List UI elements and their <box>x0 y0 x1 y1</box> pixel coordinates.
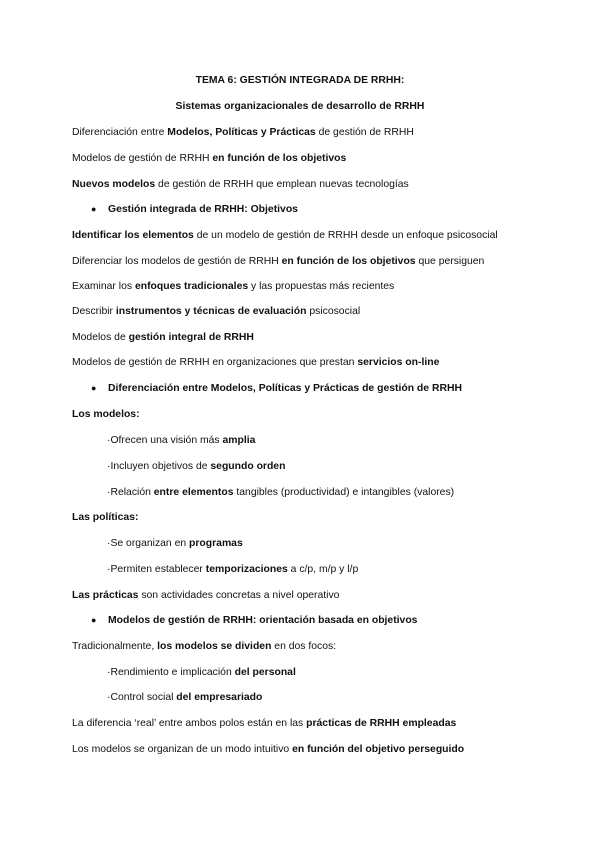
bold-text: en función de los objetivos <box>281 256 416 267</box>
bold-text: del personal <box>234 667 296 678</box>
indented-item <box>107 563 358 576</box>
document-subtitle: Sistemas organizacionales de desarrollo de RRHH <box>175 101 425 112</box>
text-segment: Examinar los <box>72 281 135 292</box>
bold-text: Nuevos modelos <box>72 179 156 190</box>
bold-text: Identificar los elementos <box>72 230 194 241</box>
text-segment: de gestión de RRHH que emplean nuevas tecnologías <box>155 179 409 190</box>
text-line <box>72 743 464 756</box>
section-heading <box>108 614 417 627</box>
bold-text: los modelos se dividen <box>157 641 272 652</box>
text-line <box>72 640 336 653</box>
bold-text: Diferenciación entre Modelos, Políticas y Prácticas de gestión de RRHH <box>108 383 462 394</box>
text-segment: Los modelos se organizan de un modo intuitivo <box>72 744 293 755</box>
bullet-icon: ● <box>91 204 97 214</box>
text-line <box>72 356 439 369</box>
indented-item <box>107 537 243 550</box>
text-segment: Modelos de gestión de RRHH en organizaciones que prestan <box>72 357 358 368</box>
bold-text: entre elementos <box>153 487 234 498</box>
bold-text: enfoques tradicionales <box>134 281 249 292</box>
text-segment: Modelos de gestión de RRHH <box>72 153 213 164</box>
text-segment: ·Relación <box>107 487 154 498</box>
text-segment: Tradicionalmente, <box>72 641 158 652</box>
bold-text: amplia <box>222 435 256 446</box>
bold-text: en función del objetivo perseguido <box>292 744 465 755</box>
bold-text: servicios on-line <box>357 357 440 368</box>
indented-item <box>107 666 296 679</box>
section-heading <box>108 203 298 216</box>
text-line <box>72 280 394 293</box>
document-title: TEMA 6: GESTIÓN INTEGRADA DE RRHH: <box>195 75 405 86</box>
text-line <box>72 152 346 165</box>
text-line <box>72 178 409 191</box>
bold-text: Las políticas: <box>72 512 139 523</box>
text-segment: ·Permiten establecer <box>107 564 206 575</box>
bold-text: programas <box>189 538 243 549</box>
text-segment: Diferenciar los modelos de gestión de RRHH <box>72 256 282 267</box>
indented-item <box>107 486 454 499</box>
text-segment: tangibles (productividad) e intangibles (valores) <box>233 487 455 498</box>
text-segment: psicosocial <box>306 306 361 317</box>
bold-text: en función de los objetivos <box>212 153 347 164</box>
bold-text: prácticas de RRHH empleadas <box>306 718 457 729</box>
bullet-icon: ● <box>91 615 97 625</box>
text-segment: de un modelo de gestión de RRHH desde un enfoque psicosocial <box>193 230 498 241</box>
text-segment: ·Incluyen objetivos de <box>107 461 211 472</box>
bold-text: segundo orden <box>210 461 286 472</box>
text-segment: son actividades concretas a nivel operativo <box>138 590 340 601</box>
indented-item <box>107 691 262 704</box>
text-segment: ·Se organizan en <box>107 538 190 549</box>
indented-item <box>107 460 285 473</box>
text-segment: ·Rendimiento e implicación <box>107 667 235 678</box>
bold-text: gestión integral de RRHH <box>128 332 254 343</box>
bold-text: temporizaciones <box>205 564 288 575</box>
bold-text: Gestión integrada de RRHH: Objetivos <box>108 204 298 215</box>
text-line <box>72 589 339 602</box>
text-segment: Diferenciación entre <box>72 127 168 138</box>
text-segment: en dos focos: <box>271 641 337 652</box>
text-segment: que persiguen <box>415 256 485 267</box>
text-segment: a c/p, m/p y l/p <box>287 564 359 575</box>
text-segment: ·Ofrecen una visión más <box>107 435 223 446</box>
bold-text: Modelos, Políticas y Prácticas <box>167 127 316 138</box>
text-segment: ·Control social <box>107 692 177 703</box>
text-line <box>72 717 456 730</box>
bold-text: Las prácticas <box>72 590 139 601</box>
text-line <box>72 229 498 242</box>
bold-text: Modelos de gestión de RRHH: orientación basada en objetivos <box>108 615 418 626</box>
text-line <box>72 511 138 524</box>
text-segment: y las propuestas más recientes <box>248 281 395 292</box>
text-line <box>72 331 254 344</box>
text-segment: La diferencia ‘real’ entre ambos polos están en las <box>72 718 307 729</box>
bold-text: Los modelos: <box>72 409 140 420</box>
indented-item <box>107 434 255 447</box>
text-segment: de gestión de RRHH <box>315 127 414 138</box>
text-line <box>72 408 140 421</box>
bold-text: instrumentos y técnicas de evaluación <box>115 306 307 317</box>
text-line <box>72 255 484 268</box>
text-segment: Describir <box>72 306 116 317</box>
bullet-icon: ● <box>91 383 97 393</box>
text-line <box>72 305 360 318</box>
section-heading <box>108 382 462 395</box>
text-line <box>72 126 414 139</box>
text-segment: Modelos de <box>72 332 129 343</box>
bold-text: del empresariado <box>176 692 263 703</box>
